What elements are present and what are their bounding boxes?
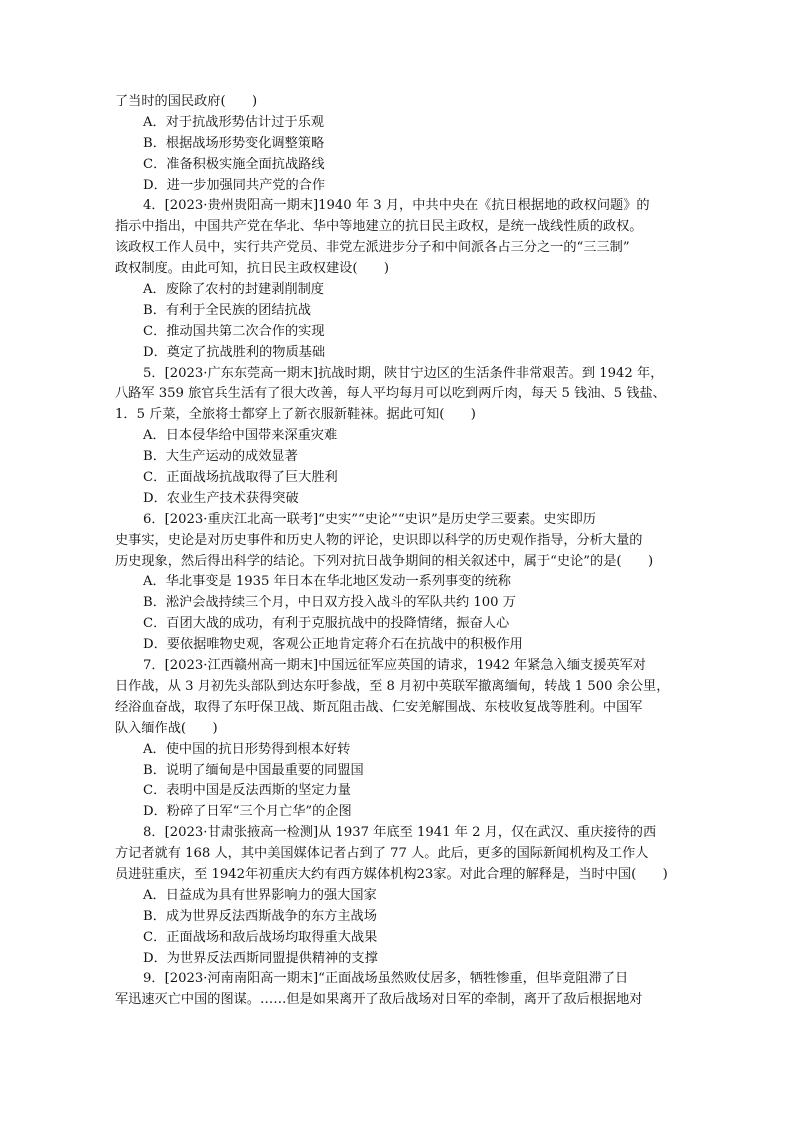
option-b: B．根据战场形势变化调整策略 (143, 135, 325, 151)
option-c: C．表明中国是反法西斯的坚定力量 (143, 783, 351, 799)
option-b: B．成为世界反法西斯战争的东方主战场 (143, 908, 377, 924)
question-stem-line: 5．[2023·广东东莞高一期末]抗战时期，陕甘宁边区的生活条件非常艰苦。到 1942 年， (143, 365, 664, 381)
option-d: D．为世界反法西斯同盟提供精神的支撑 (143, 950, 378, 966)
option-d: D．奠定了抗战胜利的物质基础 (143, 344, 326, 360)
option-d: D．粉碎了日军“三个月亡华”的企图 (143, 804, 352, 820)
option-d: D．进一步加强同共产党的合作 (143, 177, 326, 193)
option-a: A．废除了农村的封建剥削制度 (143, 282, 324, 298)
question-stem-line: 政权制度。由此可知，抗日民主政权建设( ) (115, 261, 390, 277)
question-stem-line: 经浴血奋战，取得了东吁保卫战、斯瓦阻击战、仁安羌解围战、东枝收复战等胜利。中国军 (115, 699, 643, 715)
question-stem-line: 八路军 359 旅官兵生活有了很大改善，每人平均每月可以吃到两斤肉，每天 5 钱油、5 钱盐、 (115, 386, 666, 402)
question-stem-line: 日作战，从 3 月初先头部队到达东吁参战，至 8 月初中英联军撤离缅甸，转战 1 500 余公里， (115, 678, 670, 694)
option-a: A．日本侵华给中国带来深重灾难 (143, 428, 338, 444)
question-stem-line: 史事实，史论是对历史事件和历史人物的评论，史识即以科学的历史观作指导，分析大量的 (115, 532, 643, 548)
question-4 (115, 196, 680, 363)
option-c: C．百团大战的成功，有利于克服抗战中的投降情绪，振奋人心 (143, 616, 510, 632)
question-stem-line: 军迅速灭亡中国的图谋。……但是如果离开了敌后战场对日军的牵制，离开了敌后根据地对 (115, 992, 643, 1008)
option-c: C．正面战场和敌后战场均取得重大战果 (143, 929, 378, 945)
question-7 (115, 656, 680, 823)
question-stem-line: 指示中指出，中国共产党在华北、华中等地建立的抗日民主政权，是统一战线性质的政权。 (115, 219, 643, 235)
option-a: A．华北事变是 1935 年日本在华北地区发动一系列事变的统称 (143, 574, 511, 590)
question-stem-line: 7．[2023·江西赣州高一期末]中国远征军应英国的请求，1942 年紧急入缅支援英军对 (143, 658, 646, 674)
question-3 (115, 92, 680, 196)
question-9 (115, 969, 680, 1011)
question-stem-line: 历史现象，然后得出科学的结论。下列对抗日战争期间的相关叙述中，属于“史论”的是( ) (115, 553, 654, 569)
document-page (115, 92, 680, 1011)
option-b: B．有利于全民族的团结抗战 (143, 302, 311, 318)
question-stem-line: 9．[2023·河南南阳高一期末]“正面战场虽然败仗居多，牺牲惨重，但毕竟阻滞了日 (143, 971, 629, 987)
option-b: B．大生产运动的成效显著 (143, 449, 298, 465)
question-stem-line: 6．[2023·重庆江北高一联考]“史实”“史论”“史识”是历史学三要素。史实即历 (143, 511, 596, 527)
question-stem-line: 4．[2023·贵州贵阳高一期末]1940 年 3 月，中共中央在《抗日根据地的政权问题》的 (143, 198, 650, 214)
option-d: D．要依据唯物史观，客观公正地肯定蒋介石在抗战中的积极作用 (143, 637, 523, 653)
question-stem-line: 队入缅作战( ) (115, 720, 218, 736)
question-stem-line: 了当时的国民政府( ) (115, 94, 258, 109)
option-c: C．准备积极实施全面抗战路线 (143, 156, 325, 172)
option-b: B．说明了缅甸是中国最重要的同盟国 (143, 762, 364, 778)
option-a: A．日益成为具有世界影响力的强大国家 (143, 887, 377, 903)
question-stem-line: 8．[2023·甘肃张掖高一检测]从 1937 年底至 1941 年 2 月，仅在武汉、重庆接待的西 (143, 825, 657, 841)
option-b: B．淞沪会战持续三个月，中日双方投入战斗的军队共约 100 万 (143, 595, 516, 611)
option-d: D．农业生产技术获得突破 (143, 490, 299, 506)
question-6 (115, 510, 680, 656)
question-5 (115, 364, 680, 510)
question-stem-line: 方记者就有 168 人，其中美国媒体记者占到了 77 人。此后，更多的国际新闻机构及工作人 (115, 846, 649, 862)
option-c: C．正面战场抗战取得了巨大胜利 (143, 470, 338, 486)
question-stem-line: 1．5 斤菜，全旅将士都穿上了新衣服新鞋袜。据此可知( ) (115, 407, 476, 423)
question-stem-line: 该政权工作人员中，实行共产党员、非党左派进步分子和中间派各占三分之一的“三三制” (115, 240, 630, 256)
question-stem-line: 员进驻重庆，至 1942年初重庆大约有西方媒体机构23家。对此合理的解释是，当时中国( ) (115, 866, 668, 882)
option-c: C．推动国共第二次合作的实现 (143, 323, 325, 339)
option-a: A．使中国的抗日形势得到根本好转 (143, 741, 351, 757)
option-a: A．对于抗战形势估计过于乐观 (143, 114, 324, 130)
question-8 (115, 823, 680, 969)
